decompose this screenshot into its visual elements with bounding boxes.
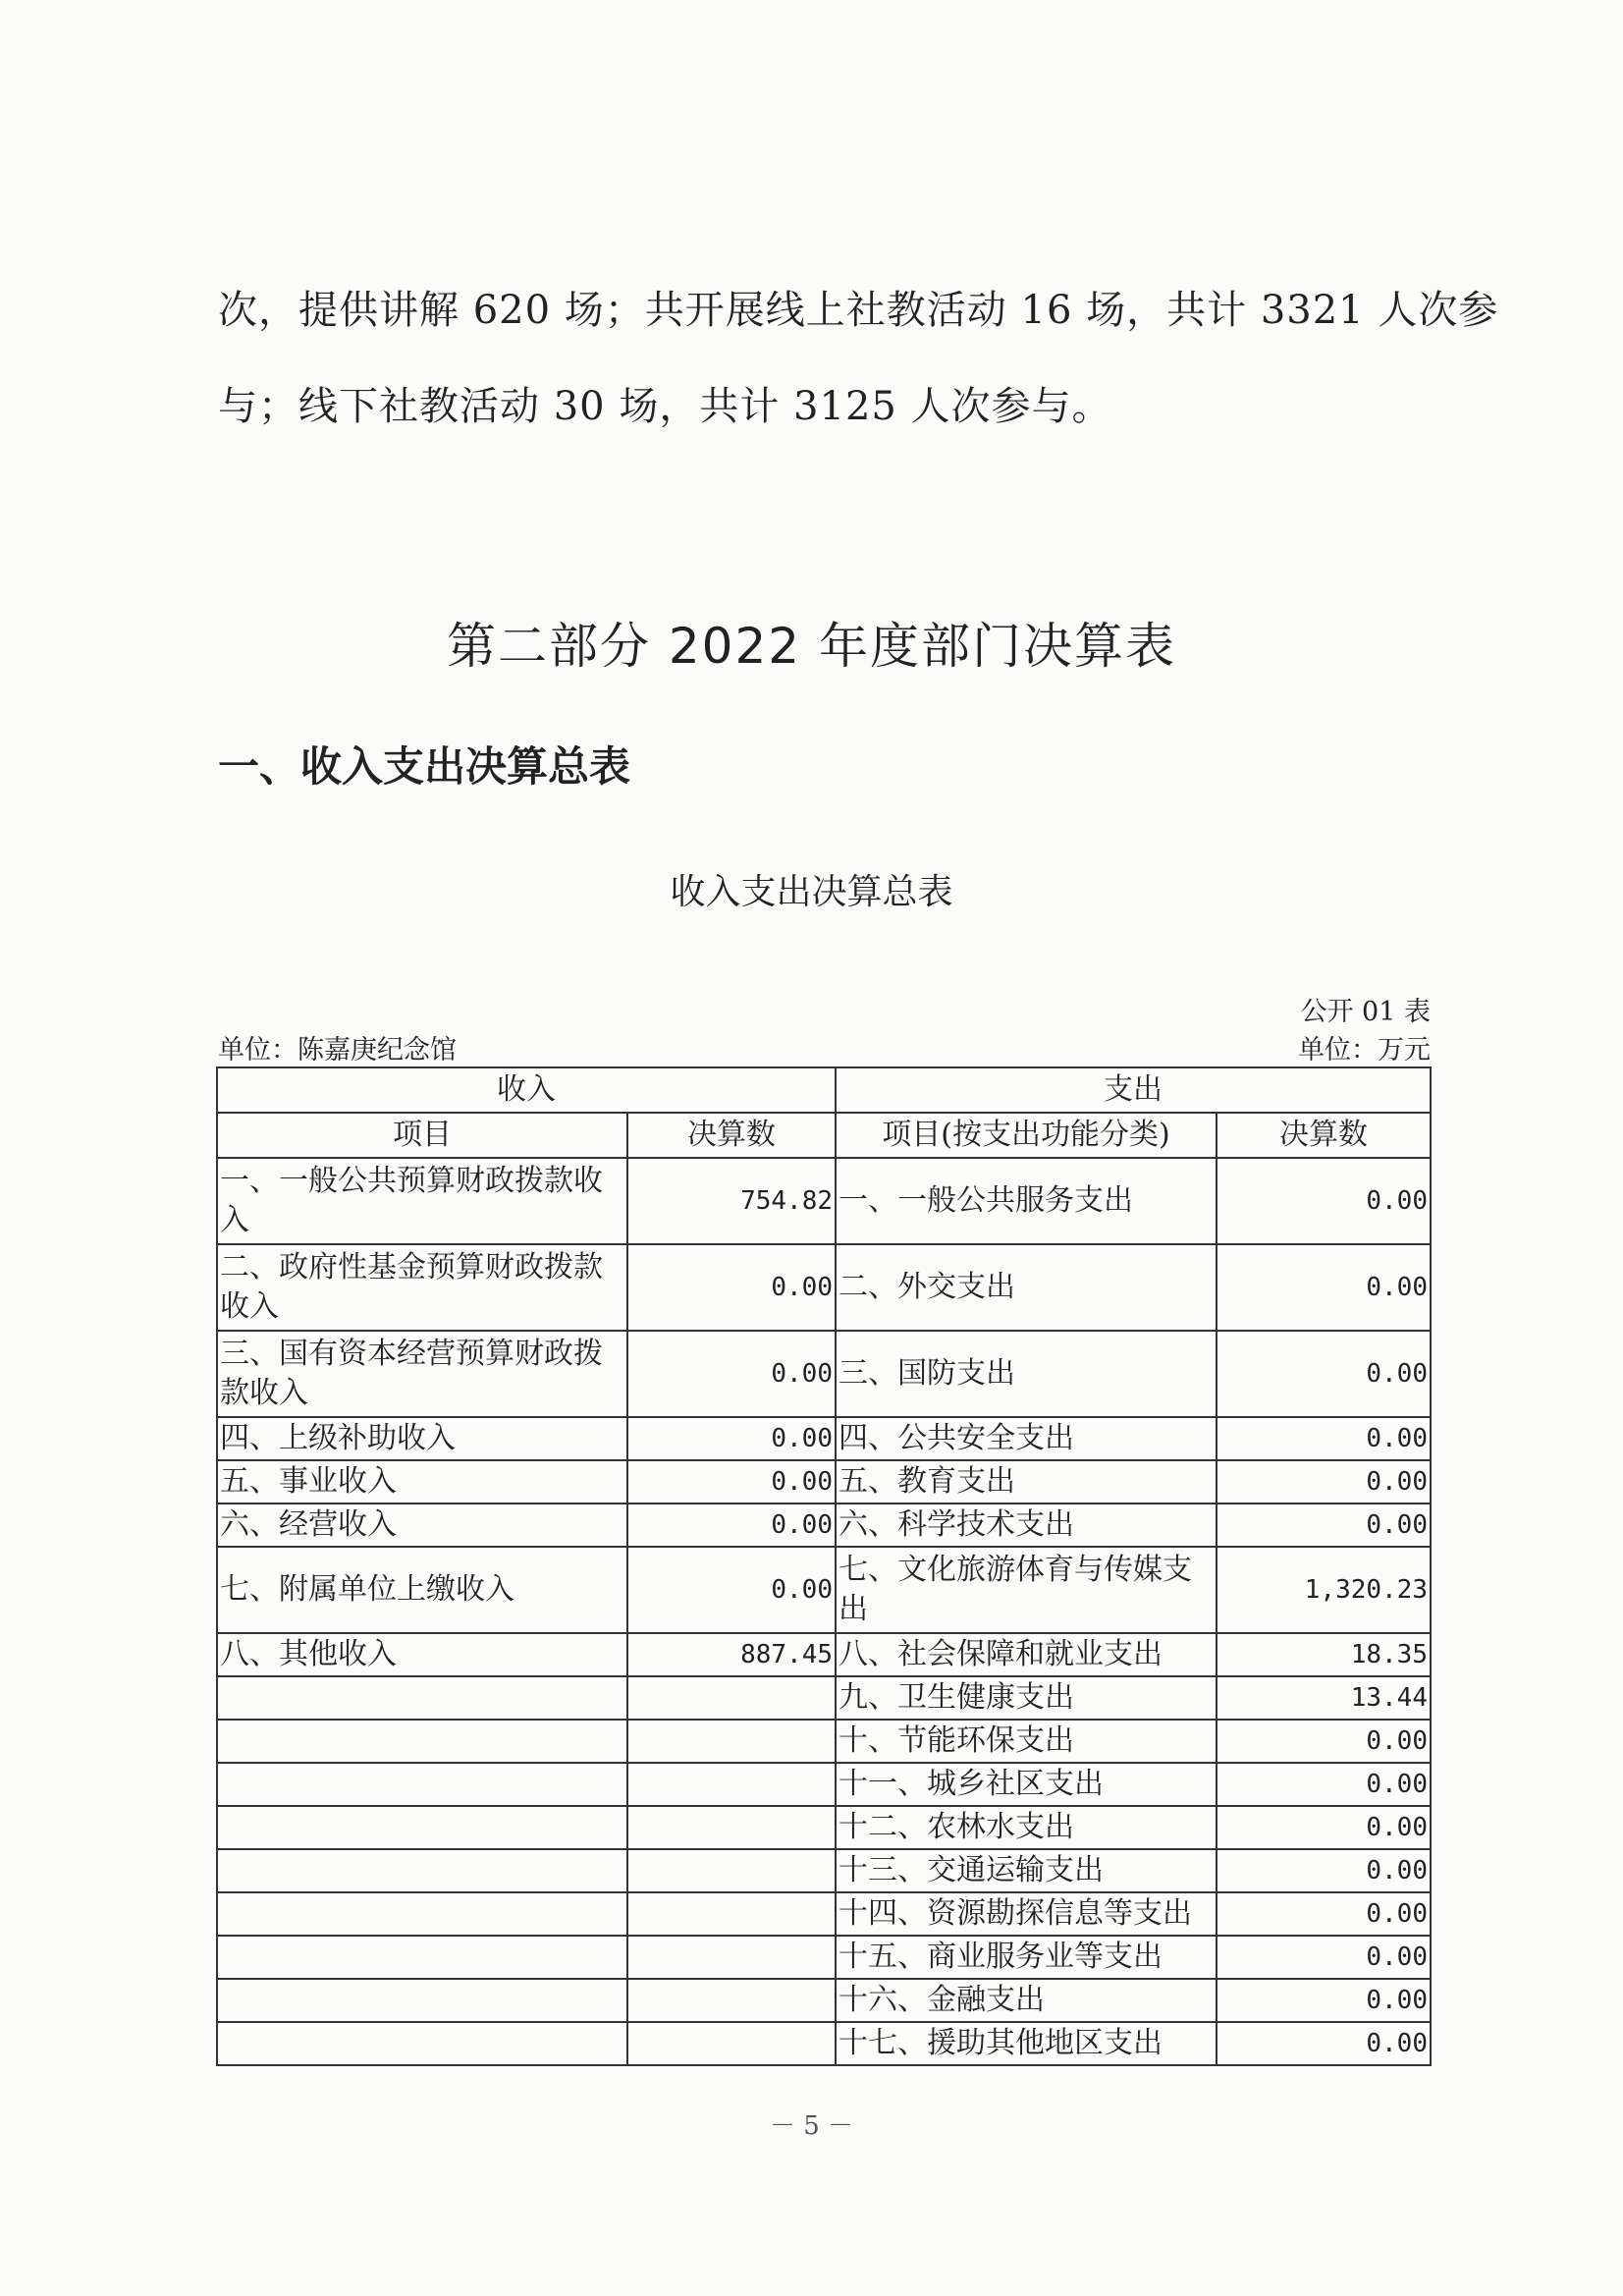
- expense-amount-cell: 0.00: [1217, 2022, 1431, 2065]
- expense-item-cell: 一、一般公共服务支出: [836, 1158, 1217, 1244]
- page-number: － 5 －: [769, 2111, 854, 2141]
- expense-amount-cell: 0.00: [1217, 1331, 1431, 1417]
- income-item-column-header: 项目: [217, 1113, 627, 1158]
- income-item-cell: [217, 1892, 627, 1936]
- income-expense-table: [216, 1066, 1432, 2066]
- income-item-cell: 三、国有资本经营预算财政拨款收入: [217, 1331, 627, 1417]
- table-column-header-row: [217, 1113, 1431, 1158]
- expense-item-cell: 十三、交通运输支出: [836, 1849, 1217, 1892]
- income-item-cell: [217, 1763, 627, 1806]
- table-row: [217, 1331, 1431, 1417]
- expense-item-cell: 四、公共安全支出: [836, 1417, 1217, 1460]
- expense-item-cell: 十四、资源勘探信息等支出: [836, 1892, 1217, 1936]
- income-amount-cell: [627, 1676, 836, 1720]
- table-row: [217, 1503, 1431, 1547]
- expense-item-cell: 六、科学技术支出: [836, 1503, 1217, 1547]
- table-row: [217, 1244, 1431, 1331]
- expense-amount-column-header: 决算数: [1217, 1113, 1431, 1158]
- income-amount-cell: 0.00: [627, 1417, 836, 1460]
- income-item-cell: 七、附属单位上缴收入: [217, 1547, 627, 1633]
- expense-amount-cell: 0.00: [1217, 1936, 1431, 1979]
- expense-amount-cell: 0.00: [1217, 1763, 1431, 1806]
- table-group-header-row: [217, 1067, 1431, 1113]
- income-amount-cell: 887.45: [627, 1633, 836, 1676]
- expense-amount-cell: 0.00: [1217, 1806, 1431, 1849]
- table-row: [217, 1849, 1431, 1892]
- income-item-cell: [217, 1979, 627, 2022]
- income-amount-cell: 0.00: [627, 1460, 836, 1503]
- table-row: [217, 1547, 1431, 1633]
- income-amount-cell: [627, 1806, 836, 1849]
- expense-amount-cell: 0.00: [1217, 1892, 1431, 1936]
- income-amount-cell: [627, 1936, 836, 1979]
- income-amount-cell: 0.00: [627, 1331, 836, 1417]
- expense-item-cell: 三、国防支出: [836, 1331, 1217, 1417]
- table-row: [217, 1158, 1431, 1244]
- income-item-cell: [217, 1849, 627, 1892]
- section-heading: 一、收入支出决算总表: [218, 742, 631, 791]
- intro-paragraph-line-2: 与；线下社教活动 30 场，共计 3125 人次参与。: [218, 384, 1112, 429]
- table-row: [217, 1936, 1431, 1979]
- expense-amount-cell: 0.00: [1217, 1503, 1431, 1547]
- reporting-unit: 单位：陈嘉庚纪念馆: [218, 1035, 457, 1066]
- income-amount-cell: 754.82: [627, 1158, 836, 1244]
- table-row: [217, 2022, 1431, 2065]
- income-item-cell: [217, 1936, 627, 1979]
- expense-item-cell: 十、节能环保支出: [836, 1720, 1217, 1763]
- table-row: [217, 1720, 1431, 1763]
- expense-amount-cell: 0.00: [1217, 1849, 1431, 1892]
- expense-item-cell: 十二、农林水支出: [836, 1806, 1217, 1849]
- expense-amount-cell: 0.00: [1217, 1979, 1431, 2022]
- table-row: [217, 1763, 1431, 1806]
- income-amount-column-header: 决算数: [627, 1113, 836, 1158]
- income-group-header: 收入: [217, 1067, 836, 1113]
- table-row: [217, 1806, 1431, 1849]
- income-amount-cell: [627, 1720, 836, 1763]
- income-item-cell: [217, 1720, 627, 1763]
- income-amount-cell: 0.00: [627, 1547, 836, 1633]
- intro-paragraph-line-1: 次，提供讲解 620 场；共开展线上社教活动 16 场，共计 3321 人次参: [218, 288, 1499, 333]
- table-row: [217, 1633, 1431, 1676]
- expense-amount-cell: 0.00: [1217, 1158, 1431, 1244]
- expense-item-cell: 八、社会保障和就业支出: [836, 1633, 1217, 1676]
- expense-item-cell: 七、文化旅游体育与传媒支出: [836, 1547, 1217, 1633]
- expense-amount-cell: 0.00: [1217, 1417, 1431, 1460]
- income-item-cell: 一、一般公共预算财政拨款收入: [217, 1158, 627, 1244]
- income-amount-cell: [627, 1849, 836, 1892]
- expense-item-cell: 十一、城乡社区支出: [836, 1763, 1217, 1806]
- table-title: 收入支出决算总表: [670, 872, 953, 912]
- expense-item-cell: 九、卫生健康支出: [836, 1676, 1217, 1720]
- income-amount-cell: 0.00: [627, 1244, 836, 1331]
- income-amount-cell: [627, 1763, 836, 1806]
- income-item-cell: 二、政府性基金预算财政拨款收入: [217, 1244, 627, 1331]
- table-row: [217, 1460, 1431, 1503]
- income-item-cell: 四、上级补助收入: [217, 1417, 627, 1460]
- expense-amount-cell: 13.44: [1217, 1676, 1431, 1720]
- income-item-cell: [217, 2022, 627, 2065]
- expense-item-cell: 五、教育支出: [836, 1460, 1217, 1503]
- expense-item-cell: 十六、金融支出: [836, 1979, 1217, 2022]
- expense-item-cell: 二、外交支出: [836, 1244, 1217, 1331]
- income-item-cell: 六、经营收入: [217, 1503, 627, 1547]
- income-item-cell: 八、其他收入: [217, 1633, 627, 1676]
- expense-amount-cell: 0.00: [1217, 1244, 1431, 1331]
- income-item-cell: [217, 1676, 627, 1720]
- expense-amount-cell: 1,320.23: [1217, 1547, 1431, 1633]
- table-row: [217, 1979, 1431, 2022]
- expense-group-header: 支出: [836, 1067, 1431, 1113]
- income-amount-cell: [627, 2022, 836, 2065]
- amount-unit: 单位：万元: [1298, 1035, 1431, 1066]
- table-row: [217, 1676, 1431, 1720]
- income-item-cell: 五、事业收入: [217, 1460, 627, 1503]
- table-row: [217, 1892, 1431, 1936]
- income-item-cell: [217, 1806, 627, 1849]
- table-code: 公开 01 表: [1300, 997, 1431, 1027]
- expense-item-cell: 十五、商业服务业等支出: [836, 1936, 1217, 1979]
- expense-item-column-header: 项目(按支出功能分类): [836, 1113, 1217, 1158]
- expense-item-cell: 十七、援助其他地区支出: [836, 2022, 1217, 2065]
- expense-amount-cell: 0.00: [1217, 1720, 1431, 1763]
- income-amount-cell: 0.00: [627, 1503, 836, 1547]
- expense-amount-cell: 18.35: [1217, 1633, 1431, 1676]
- expense-amount-cell: 0.00: [1217, 1460, 1431, 1503]
- income-amount-cell: [627, 1892, 836, 1936]
- income-amount-cell: [627, 1979, 836, 2022]
- table-row: [217, 1417, 1431, 1460]
- part-title: 第二部分 2022 年度部门决算表: [446, 618, 1177, 675]
